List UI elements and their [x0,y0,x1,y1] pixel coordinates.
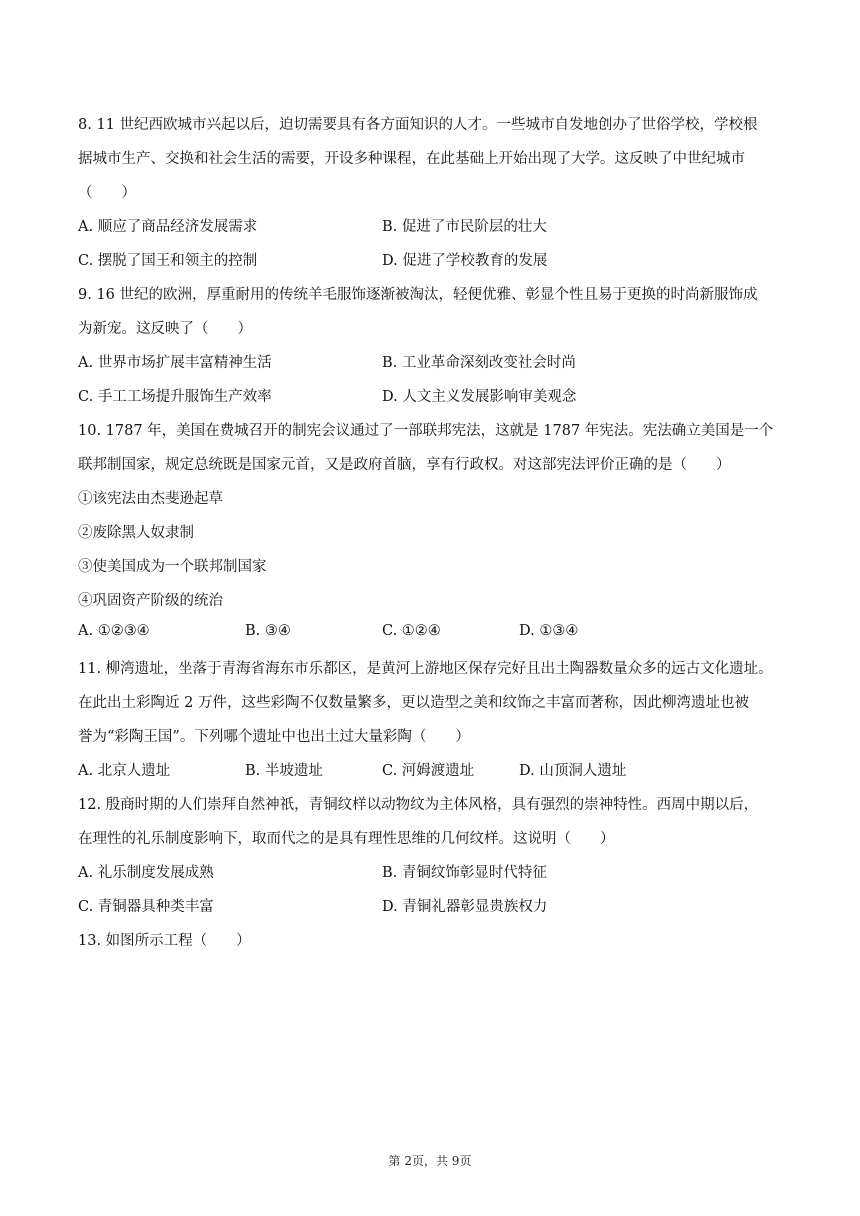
q11-line-2: 在此出土彩陶近 2 万件，这些彩陶不仅数量繁多，更以造型之美和纹饰之丰富而著称，因此柳湾遗址也被 [78,695,749,711]
q10-option-b: B. ③④ [245,623,291,639]
q10-line-2: 联邦制国家，规定总统既是国家元首，又是政府首脑，享有行政权。对这部宪法评价正确的是（ ） [78,457,731,473]
q8-line-3: （ ） [78,185,136,201]
q12-option-d: D. 青铜礼器彰显贵族权力 [382,899,548,915]
q10-line-1: 10. 1787 年，美国在费城召开的制宪会议通过了一部联邦宪法，这就是 1787 年宪法。宪法确立美国是一个 [78,423,774,439]
q10-option-c: C. ①②④ [382,623,441,639]
q8-option-c: C. 摆脱了国王和领主的控制 [78,253,258,269]
q12-line-1: 12. 殷商时期的人们崇拜自然神祇，青铜纹样以动物纹为主体风格，具有强烈的崇神特性。西周中期以后， [78,797,759,813]
q10-statement-2: ②废除黑人奴隶制 [78,525,194,541]
q11-option-c: C. 河姆渡遗址 [382,763,475,779]
q9-option-d: D. 人文主义发展影响审美观念 [382,389,577,405]
q9-line-1: 9. 16 世纪的欧洲，厚重耐用的传统羊毛服饰逐渐被淘汰，轻便优雅、彰显个性且易于更换的时尚新服饰成 [78,287,758,303]
q8-option-b: B. 促进了市民阶层的壮大 [382,219,547,235]
q9-option-a: A. 世界市场扩展丰富精神生活 [78,355,272,371]
q10-option-a: A. ①②③④ [78,623,150,639]
page-footer: 第 2页，共 9页 [388,1154,472,1168]
q11-option-a: A. 北京人遗址 [78,763,171,779]
q13-line-1: 13. 如图所示工程（ ） [78,933,251,949]
q9-option-c: C. 手工工场提升服饰生产效率 [78,389,272,405]
q10-statement-1: ①该宪法由杰斐逊起草 [78,491,223,507]
q12-option-a: A. 礼乐制度发展成熟 [78,865,214,881]
q10-statement-3: ③使美国成为一个联邦制国家 [78,559,267,575]
q11-option-b: B. 半坡遗址 [245,763,323,779]
q11-line-3: 誉为“彩陶王国”。下列哪个遗址中也出土过大量彩陶（ ） [78,729,470,745]
q8-option-d: D. 促进了学校教育的发展 [382,253,548,269]
q9-option-b: B. 工业革命深刻改变社会时尚 [382,355,576,371]
q11-line-1: 11. 柳湾遗址，坐落于青海省海东市乐都区，是黄河上游地区保存完好且出土陶器数量众多的远古文化遗址。 [78,661,773,677]
q10-option-d: D. ①③④ [519,623,579,639]
q8-option-a: A. 顺应了商品经济发展需求 [78,219,258,235]
q9-line-2: 为新宠。这反映了（ ） [78,321,252,337]
q12-line-2: 在理性的礼乐制度影响下，取而代之的是具有理性思维的几何纹样。这说明（ ） [78,831,615,847]
q12-option-b: B. 青铜纹饰彰显时代特征 [382,865,547,881]
q8-line-2: 据城市生产、交换和社会生活的需要，开设多种课程，在此基础上开始出现了大学。这反映了中世纪城市 [78,151,745,167]
q12-option-c: C. 青铜器具种类丰富 [78,899,214,915]
q10-statement-4: ④巩固资产阶级的统治 [78,593,223,609]
q8-line-1: 8. 11 世纪西欧城市兴起以后，迫切需要具有各方面知识的人才。一些城市自发地创办了世俗学校，学校根 [78,117,758,133]
q11-option-d: D. 山顶洞人遗址 [519,763,627,779]
